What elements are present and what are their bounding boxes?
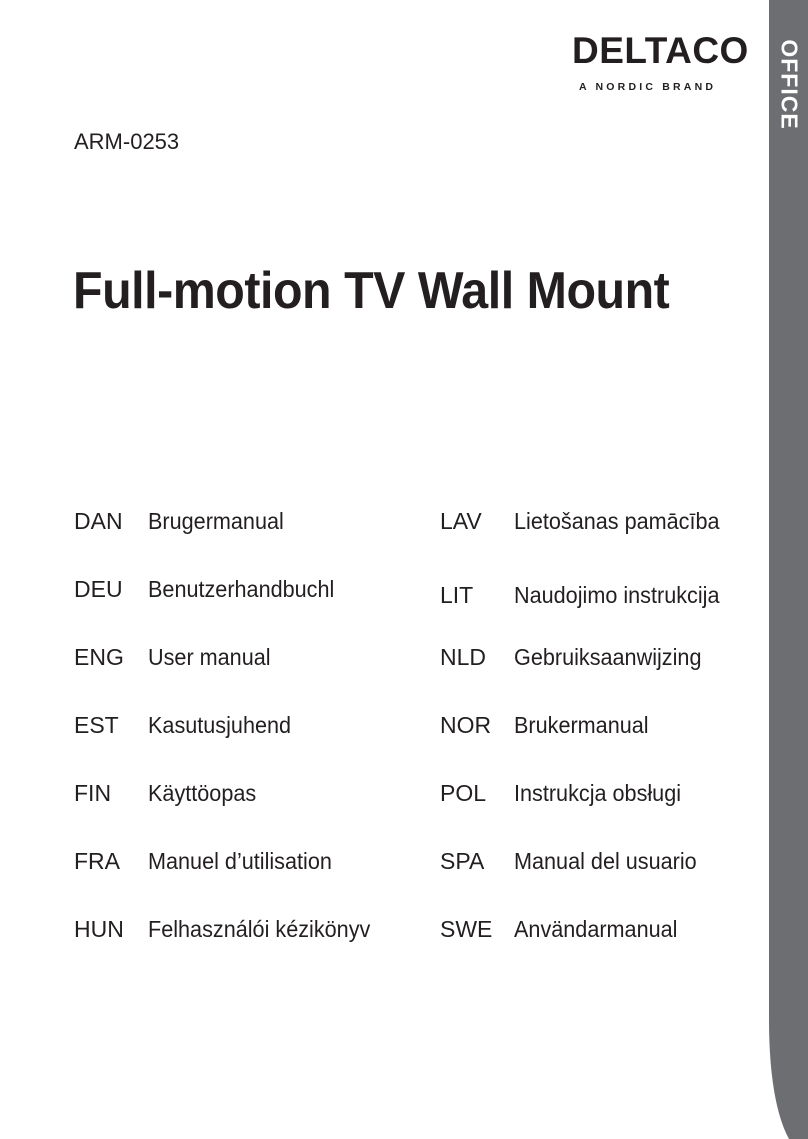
page-title: Full-motion TV Wall Mount [73, 262, 670, 320]
language-code: NLD [440, 644, 487, 670]
model-number: ARM-0253 [74, 129, 180, 154]
language-code: DEU [74, 576, 123, 602]
language-row [74, 916, 404, 984]
language-manual-name: Käyttöopas [148, 780, 257, 806]
language-row [440, 508, 770, 576]
language-manual-name: Kasutusjuhend [148, 712, 292, 738]
language-row [440, 712, 770, 780]
language-code: FRA [74, 848, 120, 874]
side-category-label [774, 36, 804, 132]
language-code: POL [440, 780, 487, 806]
language-manual-name: Felhasználói kézikönyv [148, 916, 371, 942]
language-row [440, 916, 770, 984]
language-code: FIN [74, 780, 112, 806]
logo-wordmark: DELTACO [572, 30, 749, 71]
logo-tagline: A NORDIC BRAND [579, 81, 717, 93]
side-band [769, 0, 808, 1139]
language-manual-name: Brugermanual [148, 508, 284, 534]
language-manual-name: Brukermanual [514, 712, 649, 738]
language-row [440, 780, 770, 848]
language-code: LIT [440, 582, 474, 608]
language-row [74, 848, 404, 916]
language-code: ENG [74, 644, 124, 670]
language-manual-name: Manual del usuario [514, 848, 697, 874]
language-code: HUN [74, 916, 124, 942]
language-list-right [440, 508, 770, 984]
language-row [74, 712, 404, 780]
language-manual-name: Gebruiksaanwijzing [514, 644, 702, 670]
language-manual-name: Benutzerhandbuchl [148, 576, 335, 602]
language-manual-name: Manuel d’utilisation [148, 848, 332, 874]
language-code: DAN [74, 508, 123, 534]
language-row [74, 576, 404, 644]
language-row [74, 780, 404, 848]
language-code: NOR [440, 712, 492, 738]
language-code: EST [74, 712, 119, 738]
language-code: SWE [440, 916, 493, 942]
language-row [74, 508, 404, 576]
side-band-shape [769, 0, 808, 1139]
deltaco-logo [572, 30, 749, 100]
language-code: SPA [440, 848, 485, 874]
language-manual-name: Användarmanual [514, 916, 678, 942]
language-row [440, 582, 770, 650]
language-manual-name: Lietošanas pamācība [514, 508, 720, 534]
language-row [440, 644, 770, 712]
language-row [440, 848, 770, 916]
language-manual-name: Naudojimo instrukcija [514, 582, 720, 608]
language-code: LAV [440, 508, 482, 534]
language-manual-name: User manual [148, 644, 271, 670]
language-row [74, 644, 404, 712]
language-manual-name: Instrukcja obsługi [514, 780, 682, 806]
language-list-left [74, 508, 404, 984]
side-category-text: OFFICE [776, 38, 803, 130]
